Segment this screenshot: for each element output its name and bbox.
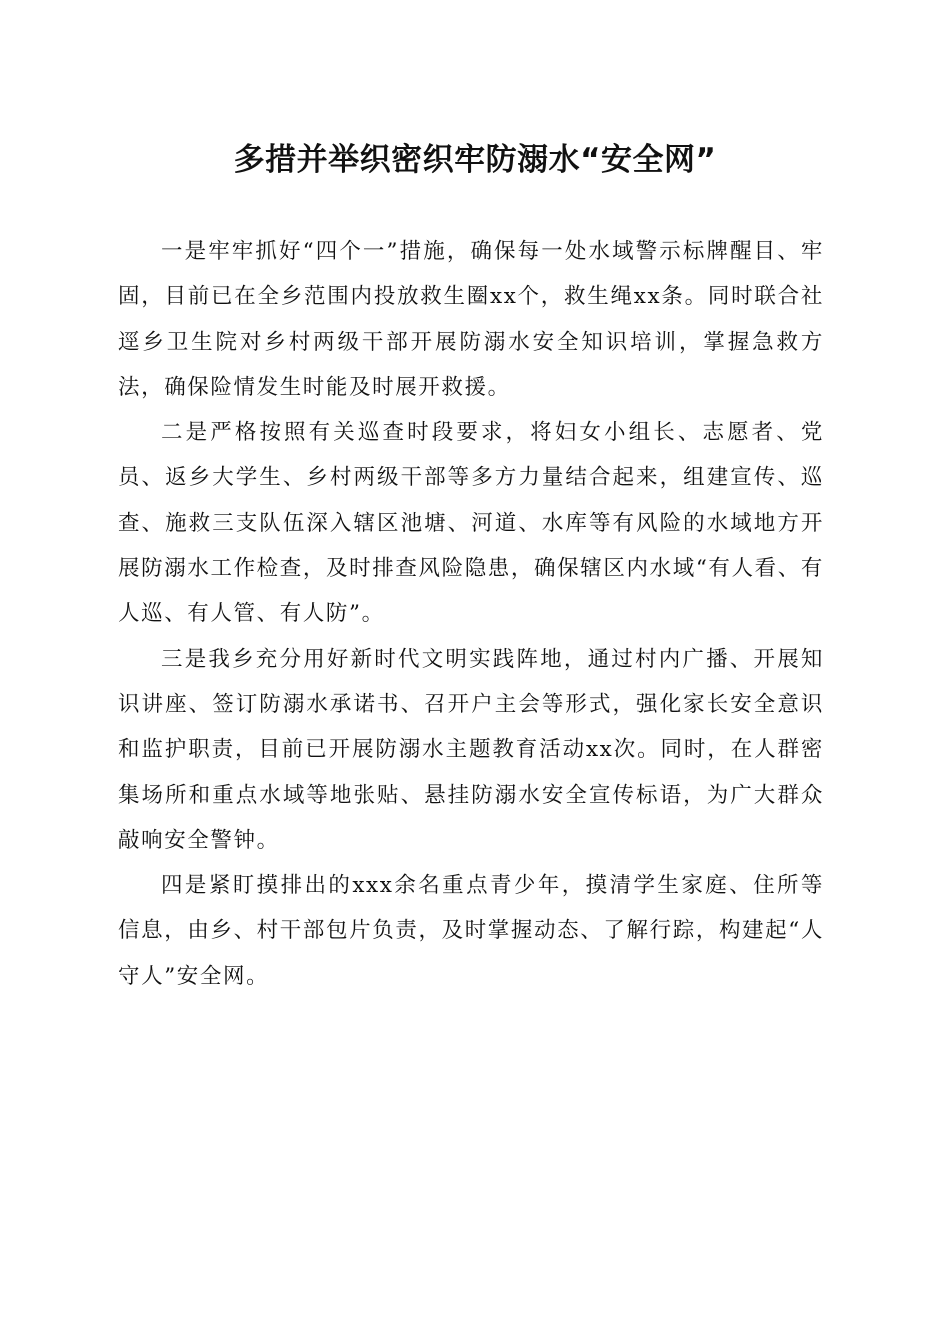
paragraph-2: 二是严格按照有关巡查时段要求，将妇女小组长、志愿者、党员、返乡大学生、乡村两级干部等多方力量结合起来，组建宣传、巡查、施救三支队伍深入辖区池塘、河道、水库等有风险的水域地方开展防溺水工作检查，及时排查风险隐患，确保辖区内水域“有人看、有人巡、有人管、有人防”。 <box>118 420 824 627</box>
document-body <box>118 229 824 999</box>
document-title: 多措并举织密织牢防溺水“安全网” <box>233 142 717 178</box>
paragraph-1: 一是牢牢抓好“四个一”措施，确保每一处水域警示标牌醒目、牢固，目前已在全乡范围内投放救生圈xx个，救生绳xx条。同时联合社逕乡卫生院对乡村两级干部开展防溺水安全知识培训，掌握急救方法，确保险情发生时能及时展开救援。 <box>118 239 824 400</box>
paragraph-4: 四是紧盯摸排出的xxx余名重点青少年，摸清学生家庭、住所等信息，由乡、村干部包片负责，及时掌握动态、了解行踪，构建起“人守人”安全网。 <box>118 873 824 989</box>
paragraph-3: 三是我乡充分用好新时代文明实践阵地，通过村内广播、开展知识讲座、签订防溺水承诺书、召开户主会等形式，强化家长安全意识和监护职责，目前已开展防溺水主题教育活动xx次。同时，在人群密集场所和重点水域等地张贴、悬挂防溺水安全宣传标语，为广大群众敲响安全警钟。 <box>118 646 824 853</box>
